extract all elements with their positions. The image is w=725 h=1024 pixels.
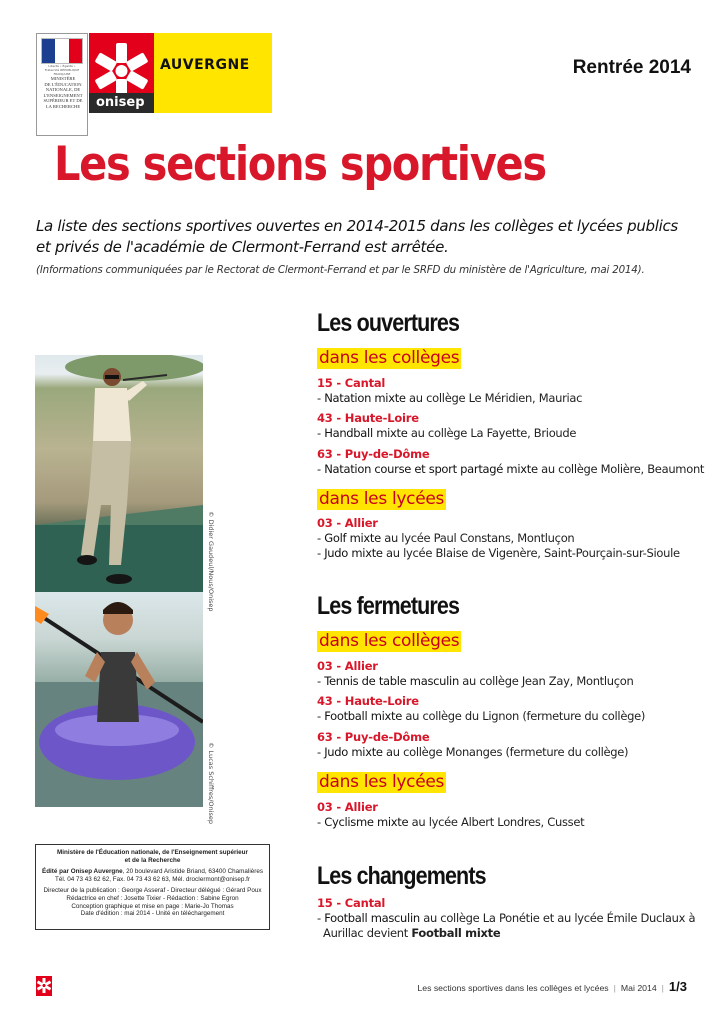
kayaker-illustration [35, 592, 203, 807]
intro-note: (Informations communiquées par le Rectorat de Clermont-Ferrand et par le SRFD du ministère de l'Agriculture, mai 2014). [36, 264, 645, 276]
dept-label: 43 - Haute-Loire [317, 694, 419, 708]
list-item: - Football mixte au collège du Lignon (fermeture du collège) [317, 709, 646, 723]
region-label: AUVERGNE [160, 57, 250, 73]
school-year-label: Rentrée 2014 [572, 57, 691, 78]
intro-text: La liste des sections sportives ouvertes en 2014-2015 dans les collèges et lycées publics et privés de l'académie de Clermont-Ferrand est arrêtée. [36, 217, 678, 256]
list-item: - Tennis de table masculin au collège Jean Zay, Montluçon [317, 674, 634, 688]
list-item: - Natation course et sport partagé mixte au collège Molière, Beaumont [317, 462, 705, 476]
footer-date: Mai 2014 [620, 983, 657, 993]
dept-label: 15 - Cantal [317, 376, 386, 390]
page-footer: Les sections sportives dans les collèges et lycées | Mai 2014 | 1/3 [417, 979, 687, 994]
kayak-photo [35, 592, 203, 807]
dept-label: 63 - Puy-de-Dôme [317, 730, 430, 744]
dept-label: 15 - Cantal [317, 896, 386, 910]
subtitle-ouvertures-colleges: dans les collèges [319, 348, 460, 368]
subtitle-fermetures-lycees: dans les lycées [319, 772, 445, 792]
section-title-fermetures: Les fermetures [317, 592, 460, 620]
photo-credit-kayak: © Lucas Schiffres/Onisep [207, 742, 215, 824]
french-flag-icon [41, 38, 83, 64]
onisep-footer-icon [36, 976, 52, 996]
dept-label: 03 - Allier [317, 659, 378, 673]
subtitle-ouvertures-lycees: dans les lycées [319, 489, 445, 509]
list-item: - Judo mixte au lycée Blaise de Vigenère, Saint-Pourçain-sur-Sioule [317, 546, 680, 560]
ministry-name: MINISTÈRE DE L'ÉDUCATION NATIONALE, DE L'ENSEIGNEMENT SUPÉRIEUR ET DE LA RECHERCHE [43, 76, 83, 109]
subtitle-fermetures-colleges: dans les collèges [319, 631, 460, 651]
dept-label: 63 - Puy-de-Dôme [317, 447, 430, 461]
photo-credit-golf: © Didier Gaudeul/Nous/Onisep [207, 511, 215, 612]
list-item: - Cyclisme mixte au lycée Albert Londres, Cusset [317, 815, 585, 829]
list-item: - Judo mixte au collège Monanges (fermeture du collège) [317, 745, 629, 759]
region-banner [154, 33, 272, 113]
list-item: - Golf mixte au lycée Paul Constans, Montluçon [317, 531, 575, 545]
page-number: 1/3 [668, 979, 687, 994]
list-item: - Natation mixte au collège Le Méridien, Mauriac [317, 391, 583, 405]
page-title: Les sections sportives [54, 137, 546, 192]
onisep-label: onisep [89, 93, 154, 113]
golfer-illustration [35, 355, 203, 592]
section-title-changements: Les changements [317, 862, 486, 890]
dept-label: 03 - Allier [317, 516, 378, 530]
ministry-motto: Liberté • Égalité • Fraternité RÉPUBLIQUE FRANÇAISE [44, 64, 80, 76]
list-item: - Football masculin au collège La Ponétie et au lycée Émile Duclaux à Aurillac devient Football mixte [317, 911, 696, 940]
section-title-ouvertures: Les ouvertures [317, 309, 460, 337]
list-item: - Handball mixte au collège La Fayette, Brioude [317, 426, 577, 440]
dept-label: 43 - Haute-Loire [317, 411, 419, 425]
publisher-info-box: Ministère de l'Éducation nationale, de l'Enseignement supérieur et de la Recherche Édité par Onisep Auvergne, 20 boulevard Aristide Briand, 63400 Chamalières Tél. 04 73 43 62 62, Fax. 04 73 43 62 63, Mél. drocIermont@onisep.fr Directeur de la publication : George Asseraf - Directeur délégué : Gérard Poux Rédactrice en chef : Josette Tixier - Rédaction : Sabine Egron Conception graphique et mise en page : Marie-Jo Thomas Date d'édition : mai 2014 - Unité en téléchargement [35, 844, 270, 930]
footer-doc-title: Les sections sportives dans les collèges et lycées [417, 983, 609, 993]
new-sport-label: Football mixte [411, 926, 501, 940]
golf-photo [35, 355, 203, 592]
ministry-logo [36, 33, 88, 136]
dept-label: 03 - Allier [317, 800, 378, 814]
